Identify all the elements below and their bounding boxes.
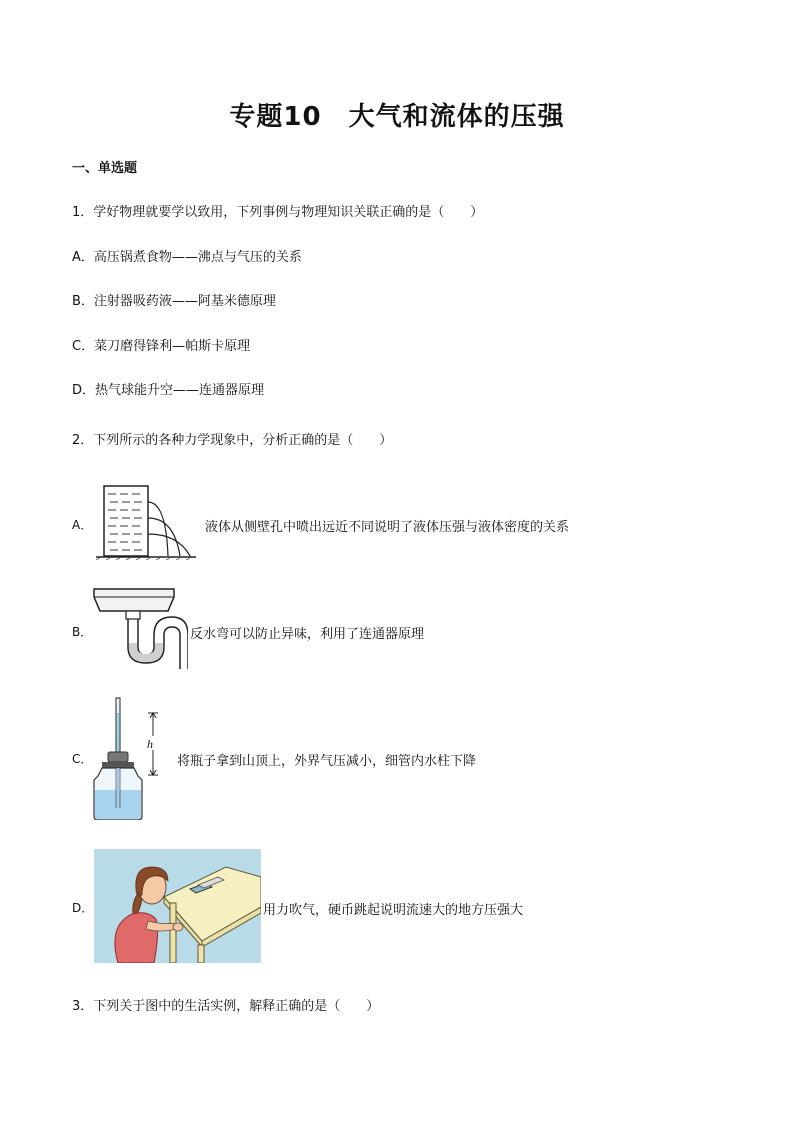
sink-u-trap-figure bbox=[92, 585, 188, 671]
question-2-option-d-text: 用力吹气，硬币跳起说明流速大的地方压强大 bbox=[263, 903, 524, 918]
question-2-option-d-letter: D． bbox=[72, 901, 94, 915]
question-1-option-b: B．注射器吸药液——阿基米德原理 bbox=[72, 294, 276, 309]
question-2-option-b-letter: B． bbox=[72, 625, 93, 639]
girl-blowing-coin-figure bbox=[94, 849, 261, 963]
section-heading: 一、单选题 bbox=[72, 161, 138, 176]
bottle-barometer-figure bbox=[92, 696, 172, 820]
question-1-option-d: D．热气球能升空——连通器原理 bbox=[72, 383, 265, 398]
question-1-stem: 1．学好物理就要学以致用，下列事例与物理知识关联正确的是（ ） bbox=[72, 205, 484, 220]
question-2-option-a-letter: A． bbox=[72, 518, 93, 532]
question-2-option-b-text: 反水弯可以防止异味，利用了连通器原理 bbox=[190, 627, 425, 642]
question-3-stem: 3．下列关于图中的生活实例，解释正确的是（ ） bbox=[72, 999, 380, 1014]
question-2-option-c-text: 将瓶子拿到山顶上，外界气压减小，细管内水柱下降 bbox=[177, 754, 477, 769]
question-2-option-a-text: 液体从侧壁孔中喷出远近不同说明了液体压强与液体密度的关系 bbox=[205, 520, 570, 535]
question-2-stem: 2．下列所示的各种力学现象中，分析正确的是（ ） bbox=[72, 433, 393, 448]
height-label: h bbox=[147, 737, 153, 751]
question-1-option-c: C．菜刀磨得锋利—帕斯卡原理 bbox=[72, 339, 251, 354]
water-jets-container-figure bbox=[96, 478, 196, 560]
page-title: 专题10 大气和流体的压强 bbox=[229, 102, 565, 132]
question-1-option-a: A．高压锅煮食物——沸点与气压的关系 bbox=[72, 250, 302, 265]
question-2-option-c-letter: C． bbox=[72, 752, 93, 766]
